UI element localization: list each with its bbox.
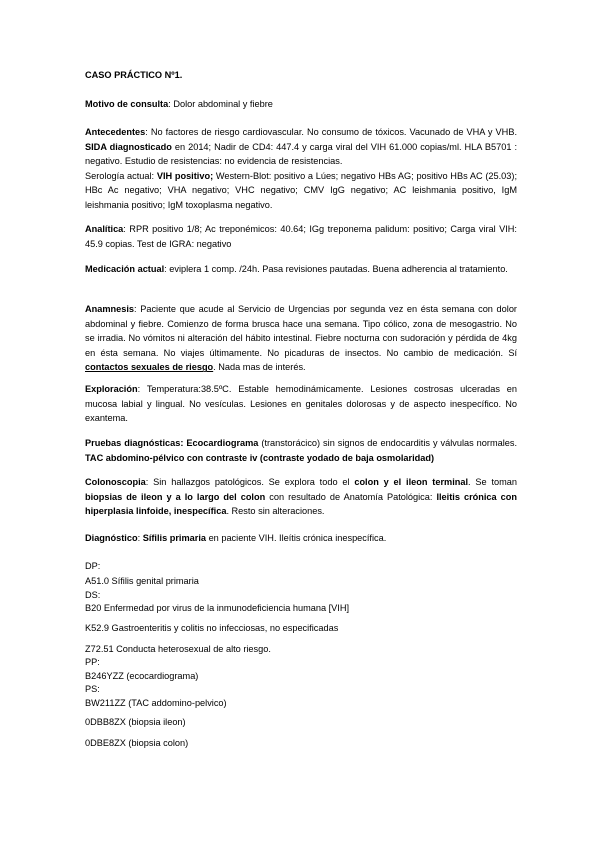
anamnesis-section: Anamnesis: Paciente que acude al Servicio de Urgencias por segunda vez en ésta semana con dolor abdominal y fiebre. Comienzo de forma brusca hace una semana. Tipo cólico, zona de mesogastrio. No se irradia. No vómitos ni alteración del hábito intestinal. Fiebre nocturna con sudoración y pérdida de 4kg en ésta semana. No viajes últimamente. No picaduras de insectos. No cambio de medicación. Sí contactos sexuales de riesgo. Nada mas de interés. [85, 304, 517, 373]
pp-code: B246YZZ (ecocardiograma) [85, 671, 199, 681]
ds-code-z7251: Z72.51 Conducta heterosexual de alto riesgo. [85, 644, 271, 654]
ds-code-b20: B20 Enfermedad por virus de la inmunodeficiencia humana [VIH] [85, 603, 350, 613]
analitica-section: Analítica: RPR positivo 1/8; Ac treponémicos: 40.64; IGg treponema palidum: positivo; Carga viral VIH: 45.9 copias. Test de IGRA: negativo [85, 224, 517, 249]
medicacion-section: Medicación actual: eviplera 1 comp. /24h. Pasa revisiones pautadas. Buena adherencia al tratamiento. [85, 264, 508, 274]
ps-code-biopsia-ileon: 0DBB8ZX (biopsia ileon) [85, 717, 186, 727]
antecedentes-section: Antecedentes: No factores de riesgo cardiovascular. No consumo de tóxicos. Vacunado de VHA y VHB. SIDA diagnosticado en 2014; Nadir de CD4: 447.4 y carga viral del VIH 61.000 copias/ml. HLA B5701 : negativo. Estudio de resistencias: no evidencia de resistencias. Serología actual: VIH positivo; Western-Blot: positivo a Lúes; negativo HBs AG; positivo HBs AC (25.03); HBc Ac negativo; VHA negativo; VHC negativo; CMV IgG negativo; AC leishmania positivo, IgM leishmania positivo; IgM toxoplasma negativo. [85, 127, 518, 210]
ps-code-biopsia-colon: 0DBE8ZX (biopsia colon) [85, 738, 189, 748]
pp-label: PP: [85, 657, 100, 667]
motivo-consulta: Motivo de consulta: Dolor abdominal y fiebre [85, 99, 273, 109]
ds-label: DS: [85, 590, 101, 600]
dp-code: A51.0 Sífilis genital primaria [85, 576, 199, 586]
pruebas-section: Pruebas diagnósticas: Ecocardiograma (transtorácico) sin signos de endocarditis y válvulas normales. TAC abdomino-pélvico con contraste iv (contraste yodado de baja osmolaridad) [85, 438, 518, 463]
ps-label: PS: [85, 684, 100, 694]
ps-code-tac: BW211ZZ (TAC addomino-pelvico) [85, 698, 227, 708]
colonoscopia-section: Colonoscopia: Sin hallazgos patológicos. Se explora todo el colon y el ileon terminal. Se toman biopsias de ileon y a lo largo del colon con resultado de Anatomía Patológica: Ileitis crónica con hiperplasia linfoide, inespecífica. Resto sin alteraciones. [85, 477, 517, 517]
dp-label: DP: [85, 561, 101, 571]
diagnostico-section: Diagnóstico: Sífilis primaria en paciente VIH. Ileítis crónica inespecífica. [85, 533, 387, 543]
exploracion-section: Exploración: Temperatura:38.5ºC. Estable hemodinámicamente. Lesiones costrosas ulceradas en mucosa labial y lingual. No vesículas. Lesiones en genitales dolorosas y de aspecto inespecífico. No exantema. [85, 384, 517, 424]
ds-code-k529: K52.9 Gastroenteritis y colitis no infecciosas, no especificadas [85, 623, 339, 633]
case-title: CASO PRÁCTICO Nº1. [85, 70, 183, 80]
